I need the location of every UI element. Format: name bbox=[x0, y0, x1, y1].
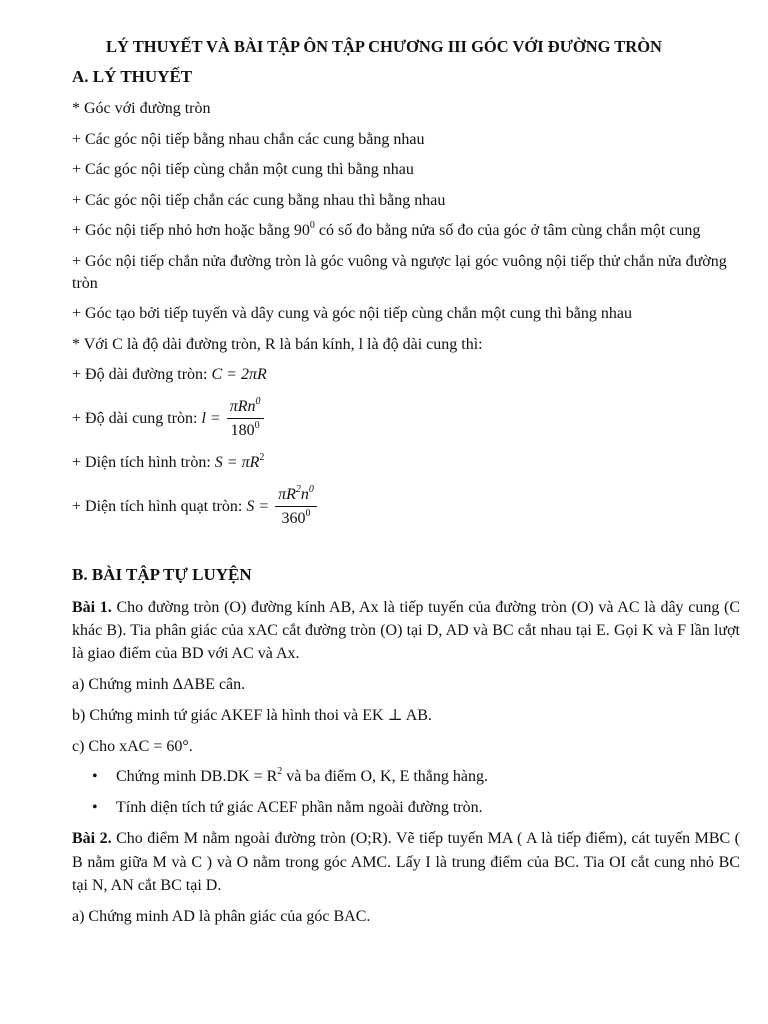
exercise-1-label: Bài 1. bbox=[72, 598, 112, 616]
theory-line-4: + Các góc nội tiếp chắn các cung bằng nhau thì bằng nhau bbox=[72, 191, 446, 209]
numerator-text-b: n bbox=[300, 485, 309, 503]
formula-circle-area-sup: 2 bbox=[259, 452, 265, 464]
denominator-sup: 0 bbox=[305, 508, 311, 520]
section-b-heading: B. BÀI TẬP TỰ LUYỆN bbox=[72, 564, 252, 584]
theory-line-7: + Góc tạo bởi tiếp tuyến và dây cung và góc nội tiếp cùng chắn một cung thì bằng nhau bbox=[72, 305, 633, 323]
document-content bbox=[72, 66, 740, 936]
formula-circumference-math: C = 2πR bbox=[211, 366, 267, 384]
formula-sector-area-label: + Diện tích hình quạt tròn: bbox=[72, 497, 247, 515]
formula-circumference bbox=[72, 364, 740, 386]
theory-line-5-text-b: có số đo bằng nửa số đo của góc ở tâm cùng chắn một cung bbox=[314, 222, 701, 240]
formula-sector-area bbox=[72, 484, 740, 530]
numerator-text-a: πR bbox=[278, 485, 296, 503]
theory-line-8: * Với C là độ dài đường tròn, R là bán kính, l là độ dài cung thì: bbox=[72, 335, 483, 353]
exercise-1-bullets bbox=[72, 766, 740, 818]
formula-sector-area-lhs: S = bbox=[246, 497, 270, 515]
theory-line-5-text-a: + Góc nội tiếp nhỏ hơn hoặc bằng 90 bbox=[72, 222, 310, 240]
bullet-1-text-b: và ba điểm O, K, E thẳng hàng. bbox=[282, 768, 488, 786]
numerator-sup-1: 2 bbox=[295, 483, 301, 495]
fraction-numerator bbox=[275, 484, 317, 508]
theory-line-1: * Góc với đường tròn bbox=[72, 99, 211, 117]
degree-superscript: 0 bbox=[309, 220, 315, 232]
fraction-denominator bbox=[275, 507, 317, 530]
exercise-1-part-a: a) Chứng minh ΔABE cân. bbox=[72, 676, 246, 694]
denominator-text: 360 bbox=[281, 510, 306, 528]
numerator-sup: 0 bbox=[255, 395, 261, 407]
formula-circumference-label: + Độ dài đường tròn: bbox=[72, 366, 212, 384]
formula-arc-length bbox=[72, 396, 740, 442]
bullet-1-sup: 2 bbox=[277, 766, 283, 778]
exercise-1-part-c: c) Cho xAC = 60°. bbox=[72, 737, 193, 755]
formula-arc-length-lhs: l = bbox=[201, 409, 221, 427]
formula-arc-length-label: + Độ dài cung tròn: bbox=[72, 409, 202, 427]
theory-line-5 bbox=[72, 220, 740, 242]
fraction-numerator bbox=[227, 396, 264, 420]
formula-circle-area bbox=[72, 452, 740, 474]
denominator-sup: 0 bbox=[254, 420, 260, 432]
exercise-1-bullet-1 bbox=[116, 766, 740, 788]
exercise-2-part-a: a) Chứng minh AD là phân giác của góc BAC. bbox=[72, 907, 371, 925]
formula-circle-area-label: + Diện tích hình tròn: bbox=[72, 454, 215, 472]
exercise-1-text: Cho đường tròn (O) đường kính AB, Ax là tiếp tuyến của đường tròn (O) và AC là dây cung (C khác B). Tia phân giác của xAC cắt đường tròn (O) tại D, AD và BC cắt nhau tại E. Gọi K và F lần lượt là giao điểm của BD với AC và Ax. bbox=[72, 598, 740, 663]
exercise-1-part-b: b) Chứng minh tứ giác AKEF là hình thoi và EK ⊥ AB. bbox=[72, 706, 432, 724]
theory-line-6: + Góc nội tiếp chắn nửa đường tròn là góc vuông và ngược lại góc vuông nội tiếp thử chắn nửa đường tròn bbox=[72, 252, 727, 292]
exercise-2-text: Cho điểm M nằm ngoài đường tròn (O;R). Vẽ tiếp tuyến MA ( A là tiếp điểm), cát tuyến MBC ( B nằm giữa M và C ) và O nằm trong góc AMC. Lấy I là trung điểm của BC. Tia OI cắt cung nhỏ BC tại N, AN cắt BC tại D. bbox=[72, 830, 740, 894]
section-spacer bbox=[72, 540, 740, 564]
theory-line-3: + Các góc nội tiếp cùng chắn một cung thì bằng nhau bbox=[72, 161, 414, 179]
fraction-denominator bbox=[227, 419, 264, 442]
formula-sector-area-fraction bbox=[275, 484, 317, 530]
theory-line-2: + Các góc nội tiếp bằng nhau chắn các cung bằng nhau bbox=[72, 130, 425, 148]
formula-circle-area-math: S = πR bbox=[214, 454, 260, 472]
exercise-2-statement bbox=[72, 827, 740, 897]
numerator-sup-2: 0 bbox=[308, 483, 314, 495]
page-title: LÝ THUYẾT VÀ BÀI TẬP ÔN TẬP CHƯƠNG III GÓC VỚI ĐƯỜNG TRÒN bbox=[106, 37, 662, 56]
exercise-1-statement bbox=[72, 596, 740, 666]
exercise-2-label: Bài 2. bbox=[72, 830, 112, 848]
section-a-heading: A. LÝ THUYẾT bbox=[72, 67, 193, 86]
exercise-1-bullet-2: • Tính diện tích tứ giác ACEF phần nằm ngoài đường tròn. bbox=[116, 797, 740, 819]
numerator-text: πRn bbox=[229, 397, 256, 415]
formula-arc-length-fraction bbox=[227, 396, 264, 442]
denominator-text: 180 bbox=[230, 422, 255, 440]
bullet-1-text-a: Chứng minh DB.DK = R bbox=[116, 768, 278, 786]
